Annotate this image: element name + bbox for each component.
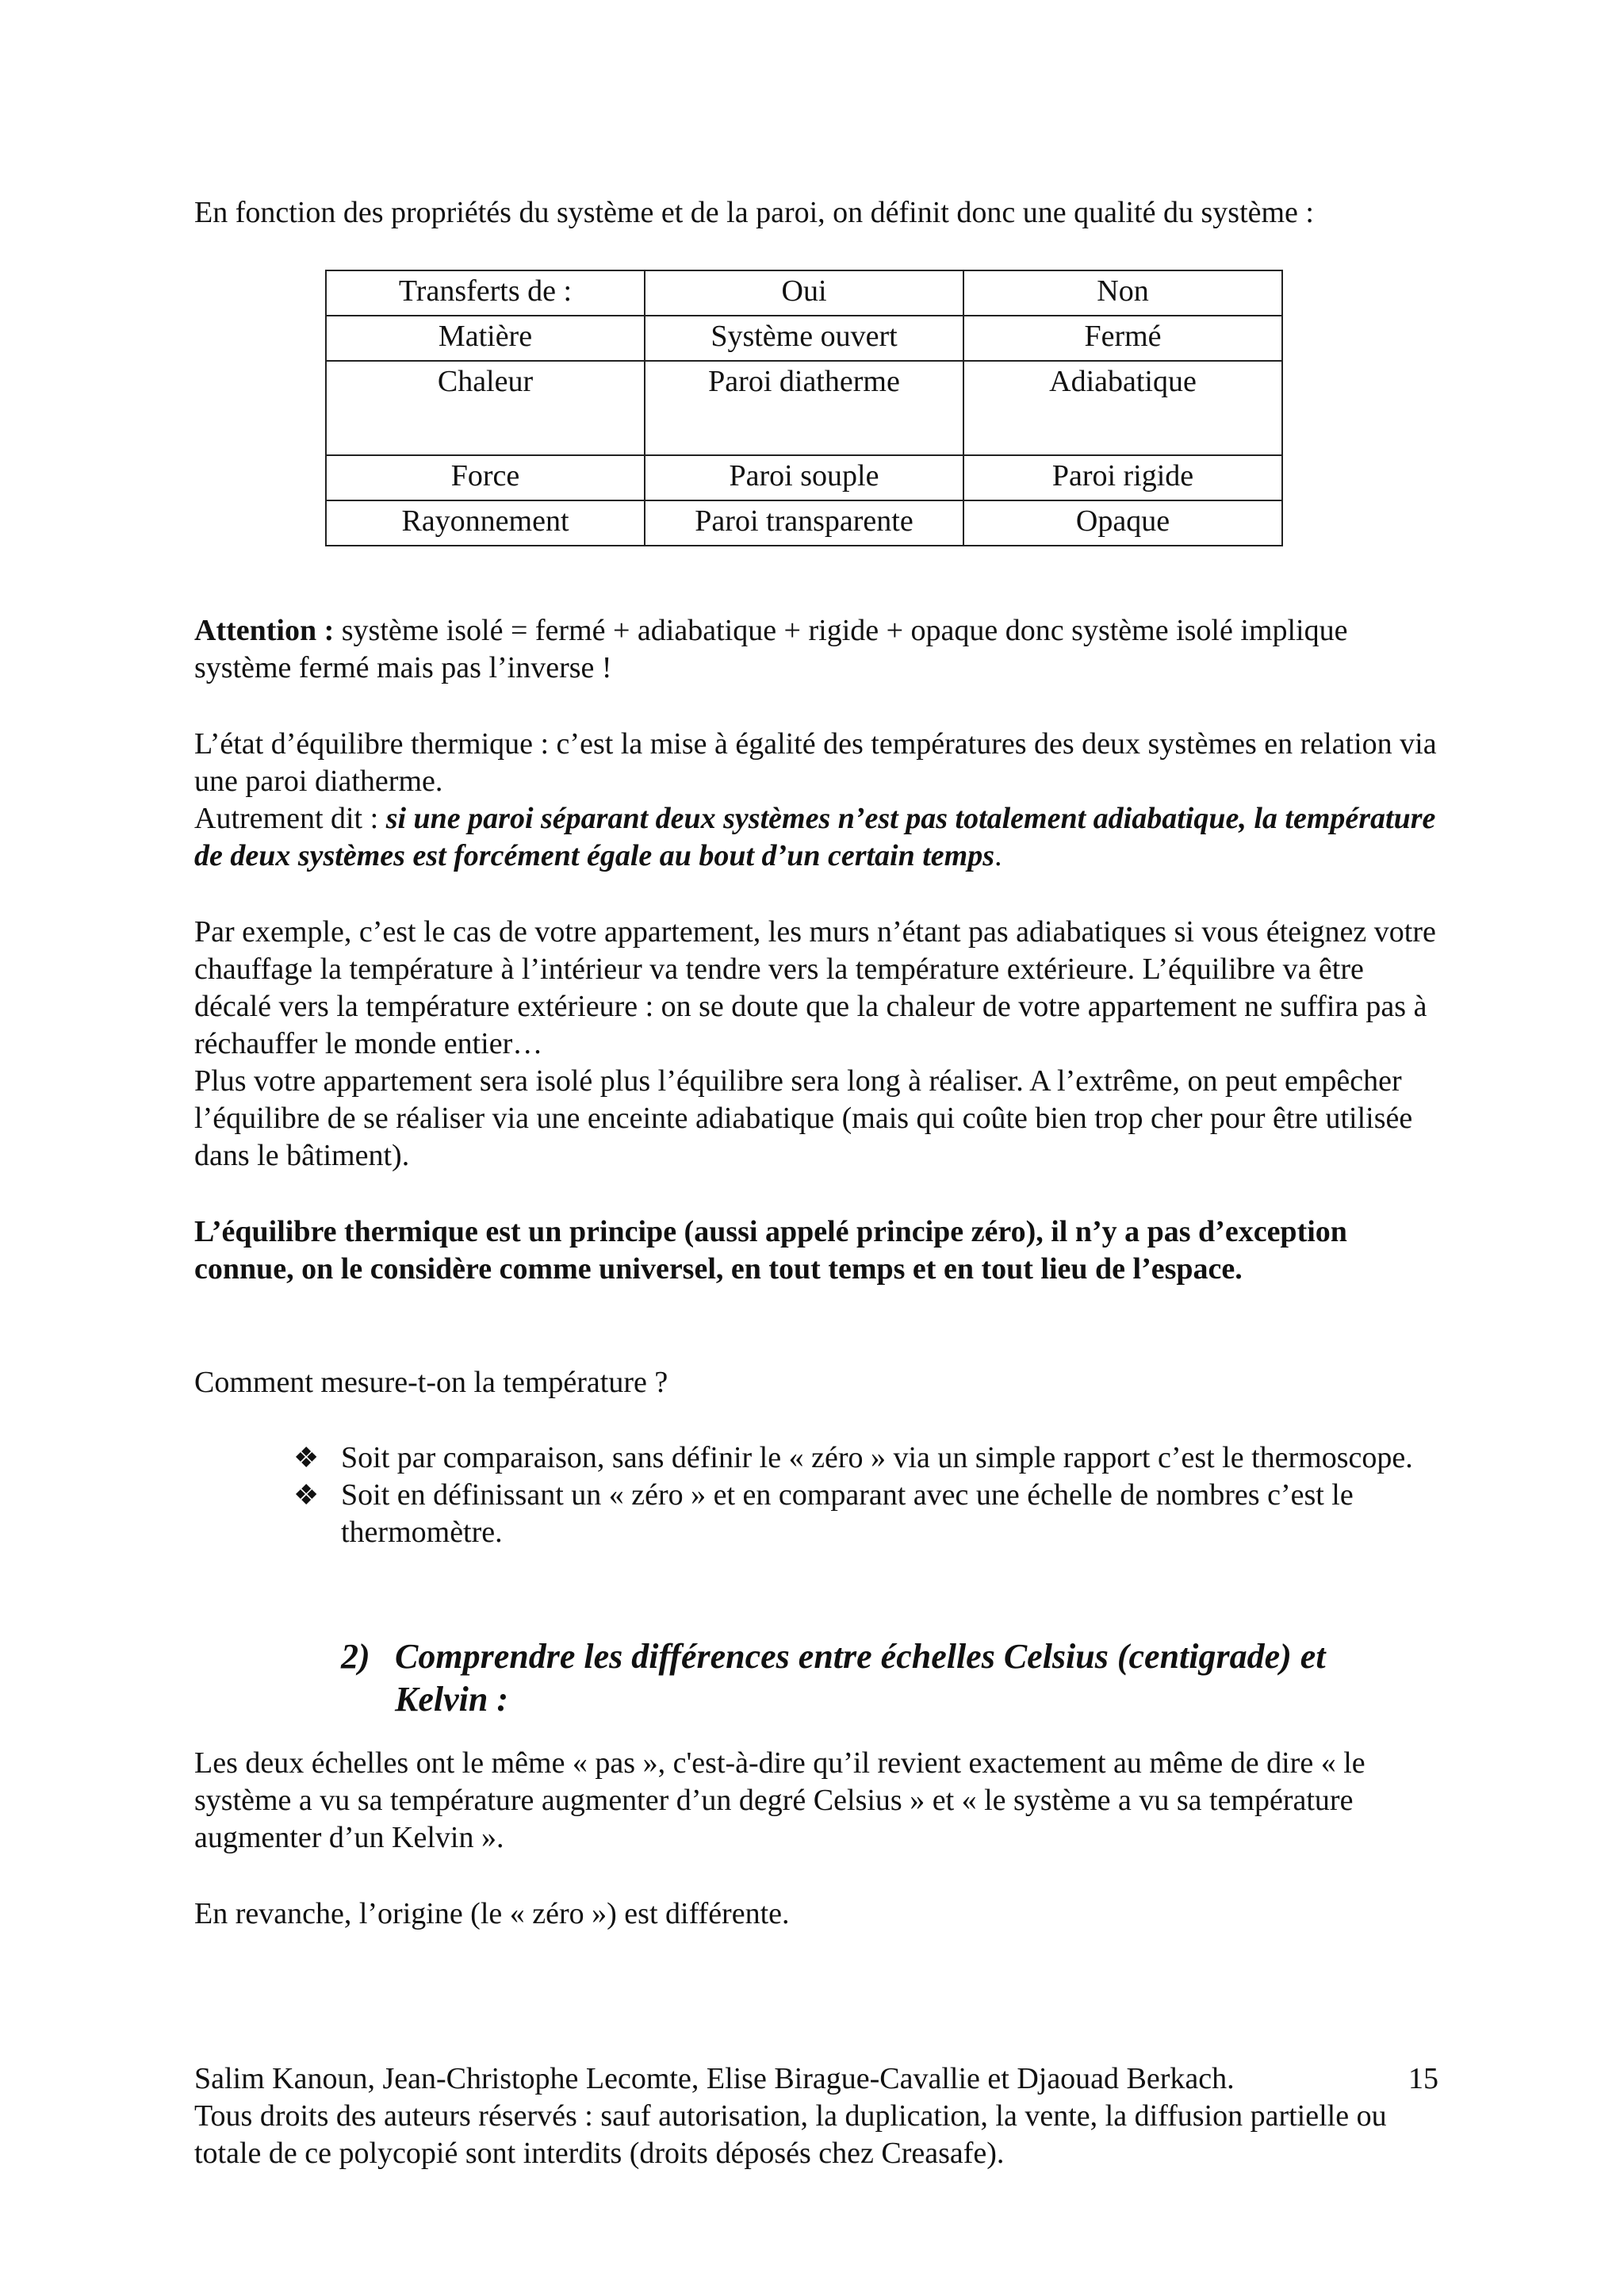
table-row (326, 316, 1282, 361)
diamond-bullet-icon: ❖ (293, 1442, 320, 1474)
section-heading (341, 1635, 1451, 1721)
table-cell: Paroi diatherme (645, 361, 963, 455)
exemple-paragraph: Par exemple, c’est le cas de votre appartement, les murs n’étant pas adiabatiques si vous éteignez votre chauffage la température à l’intérieur va tendre vers la température extérieure. L’équilibre va être décalé vers la température extérieure : on se doute que la chaleur de votre appartement ne suffira pas à réchauffer le monde entier… (194, 915, 1436, 1060)
principe-zero-paragraph: L’équilibre thermique est un principe (aussi appelé principe zéro), il n’y a pas d’exception connue, on le considère comme universel, en tout temps et en tout lieu de l’espace. (194, 1215, 1347, 1286)
table-header-cell: Non (963, 270, 1282, 316)
echelles-paragraph: Les deux échelles ont le même « pas », c'est-à-dire qu’il revient exactement au même de dire « le système a vu sa température augmenter d’un degré Celsius » et « le système a vu sa température augmenter d’un Kelvin ». (194, 1746, 1365, 1854)
table-cell: Matière (326, 316, 645, 361)
attention-paragraph (194, 612, 1447, 687)
table-row (326, 361, 1282, 455)
page-footer (194, 2060, 1447, 2172)
footer-rights: Tous droits des auteurs réservés : sauf autorisation, la duplication, la vente, la diffusion partielle ou totale de ce polycopié sont interdits (droits déposés chez Creasafe). (194, 2099, 1387, 2170)
table-row (326, 500, 1282, 546)
exemple-paragraph-2: Plus votre appartement sera isolé plus l’équilibre sera long à réaliser. A l’extrême, on peut empêcher l’équilibre de se réaliser via une enceinte adiabatique (mais qui coûte bien trop cher pour être utilisée dans le bâtiment). (194, 1064, 1413, 1172)
equilibre-lead: Autrement dit : (194, 802, 386, 835)
section-title-line2: Kelvin : (395, 1680, 508, 1719)
list-item (293, 1477, 1435, 1551)
table-cell: Force (326, 455, 645, 500)
table-cell: Paroi rigide (963, 455, 1282, 500)
table-header-cell: Oui (645, 270, 963, 316)
footer-authors: Salim Kanoun, Jean-Christophe Lecomte, Elise Birague-Cavallie et Djaouad Berkach. (194, 2062, 1235, 2095)
question-paragraph: Comment mesure-t-on la température ? (194, 1366, 668, 1399)
list-item (293, 1439, 1435, 1477)
mesure-list (293, 1439, 1435, 1551)
qualite-table (325, 270, 1283, 546)
table-header-row (326, 270, 1282, 316)
equilibre-definition: L’état d’équilibre thermique : c’est la mise à égalité des températures des deux systèmes en relation via une paroi diatherme. (194, 727, 1437, 798)
equilibre-restatement (194, 800, 1447, 875)
table-cell: Rayonnement (326, 500, 645, 546)
page-number: 15 (1408, 2062, 1438, 2095)
attention-text: système isolé = fermé + adiabatique + rigide + opaque donc système isolé implique système fermé mais pas l’inverse ! (194, 614, 1348, 684)
table-cell: Paroi transparente (645, 500, 963, 546)
diamond-bullet-icon: ❖ (293, 1479, 320, 1511)
table-cell: Système ouvert (645, 316, 963, 361)
table-cell: Paroi souple (645, 455, 963, 500)
revanche-paragraph: En revanche, l’origine (le « zéro ») est différente. (194, 1897, 790, 1930)
attention-label: Attention : (194, 614, 335, 647)
section-title-line1: Comprendre les différences entre échelles Celsius (centigrade) et (395, 1637, 1326, 1676)
list-item-text: Soit par comparaison, sans définir le « zéro » via un simple rapport c’est le thermoscope. (341, 1441, 1413, 1474)
section-number: 2) (341, 1637, 370, 1676)
table-row (326, 455, 1282, 500)
table-cell: Adiabatique (963, 361, 1282, 455)
table-cell: Fermé (963, 316, 1282, 361)
table-cell: Chaleur (326, 361, 645, 455)
equilibre-end: . (994, 839, 1002, 872)
list-item-text: Soit en définissant un « zéro » et en comparant avec une échelle de nombres c’est le thermomètre. (341, 1478, 1354, 1549)
table-header-cell: Transferts de : (326, 270, 645, 316)
table-cell: Opaque (963, 500, 1282, 546)
intro-paragraph: En fonction des propriétés du système et de la paroi, on définit donc une qualité du système : (194, 196, 1314, 229)
equilibre-emphasis: si une paroi séparant deux systèmes n’est pas totalement adiabatique, la température de deux systèmes est forcément égale au bout d’un certain temps (194, 802, 1436, 872)
